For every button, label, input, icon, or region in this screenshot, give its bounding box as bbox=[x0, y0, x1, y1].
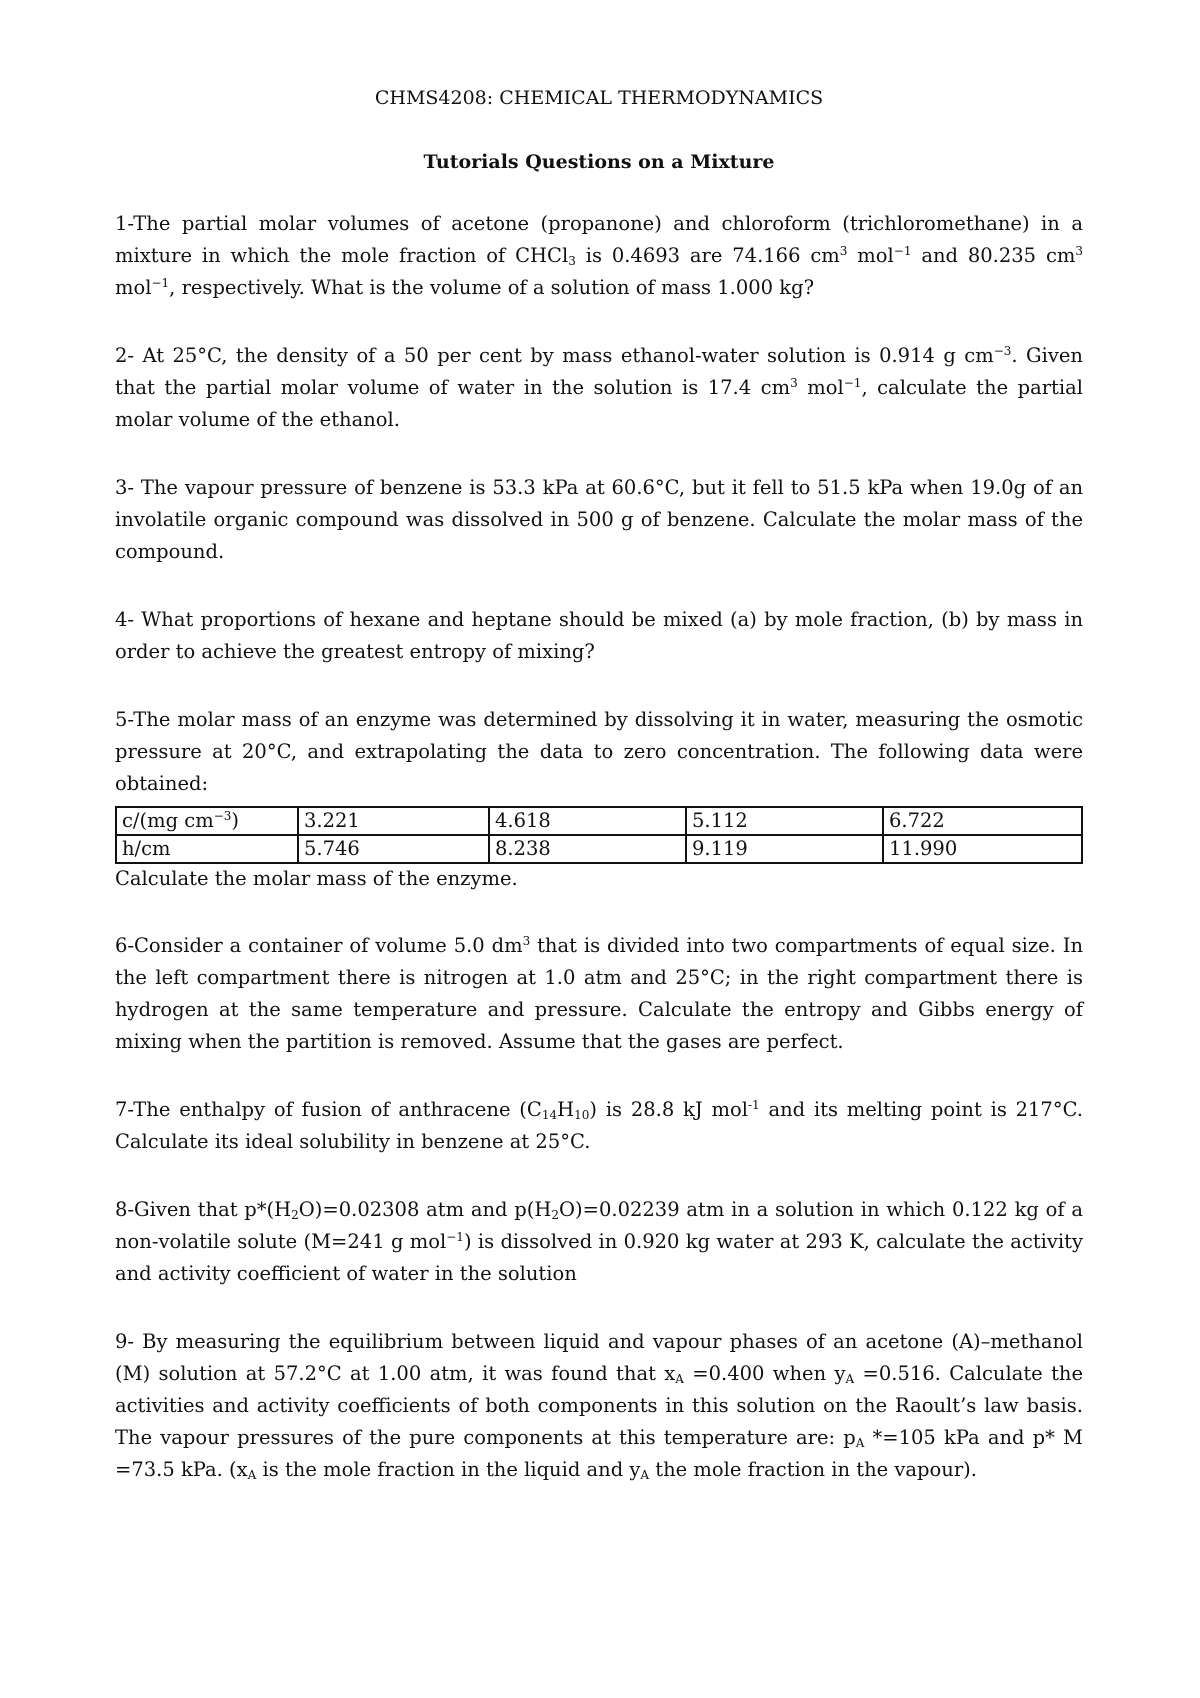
enzyme-data-table bbox=[115, 806, 1083, 864]
table-cell: 5.112 bbox=[686, 807, 883, 835]
table-cell: 5.746 bbox=[298, 835, 489, 863]
question-2: 2- At 25°C, the density of a 50 per cent by mass ethanol-water solution is 0.914 g $cm^{-3}$. Given that the partial molar volume of water in the solution is 17.4 $cm^3$ mol$^{-1}$, calculate the partial molar volume of the ethanol. bbox=[115, 344, 1083, 431]
question-1: 1-The partial molar volumes of acetone (propanone) and chloroform (trichloromethane) in a mixture in which the mole fraction of CHCl$_3$ is 0.4693 are 74.166 $cm^3$ mol$^{-1}$ and 80.235 $cm^3$ mol$^{-1}$, respectively. What is the volume of a solution of mass 1.000 kg? bbox=[115, 212, 1084, 299]
spacer bbox=[115, 1290, 1083, 1326]
course-title: CHMS4208: CHEMICAL THERMODYNAMICS bbox=[374, 87, 824, 109]
question-5: 5-The molar mass of an enzyme was determined by dissolving it in water, measuring the osmotic pressure at 20°C, and extrapolating the data to zero concentration. The following data were obtained: bbox=[115, 708, 1083, 795]
question-3: 3- The vapour pressure of benzene is 53.3 kPa at 60.6°C, but it fell to 51.5 kPa when 19.0g of an involatile organic compound was dissolved in 500 g of benzene. Calculate the molar mass of the compound. bbox=[115, 476, 1083, 563]
table-row bbox=[116, 807, 1082, 835]
table-cell: c/(mg $cm^{-3}$) bbox=[116, 807, 298, 835]
spacer bbox=[115, 1058, 1083, 1094]
spacer bbox=[115, 568, 1083, 604]
table-cell: 8.238 bbox=[489, 835, 686, 863]
page-subtitle: Tutorials Questions on a Mixture bbox=[423, 151, 775, 173]
table-cell: 6.722 bbox=[883, 807, 1082, 835]
spacer bbox=[115, 436, 1083, 472]
table-cell: 9.119 bbox=[686, 835, 883, 863]
table-cell: h/cm bbox=[116, 835, 298, 863]
document-page bbox=[115, 80, 1083, 1486]
question-4: 4- What proportions of hexane and heptane should be mixed (a) by mole fraction, (b) by mass in order to achieve the greatest entropy of mixing? bbox=[115, 608, 1083, 663]
spacer bbox=[115, 894, 1083, 930]
spacer bbox=[115, 668, 1083, 704]
spacer bbox=[115, 1158, 1083, 1194]
spacer bbox=[115, 304, 1083, 340]
table-cell: 3.221 bbox=[298, 807, 489, 835]
question-5-instruction: Calculate the molar mass of the enzyme. bbox=[115, 867, 518, 890]
question-7: 7-The enthalpy of fusion of anthracene $(C_{14}H_{10})$ is 28.8 kJ mol$^{-1}$ and its melting point is 217°C. Calculate its ideal solubility in benzene at 25°C. bbox=[115, 1098, 1083, 1153]
table-cell: 11.990 bbox=[883, 835, 1082, 863]
question-6: 6-Consider a container of volume 5.0 $dm^3$ that is divided into two compartments of equal size. In the left compartment there is nitrogen at 1.0 atm and 25°C; in the right compartment there is hydrogen at the same temperature and pressure. Calculate the entropy and Gibbs energy of mixing when the partition is removed. Assume that the gases are perfect. bbox=[115, 934, 1083, 1053]
spacer bbox=[115, 180, 1083, 208]
table-cell: 4.618 bbox=[489, 807, 686, 835]
question-9: 9- By measuring the equilibrium between liquid and vapour phases of an acetone (A)–methanol (M) solution at 57.2°C at 1.00 atm, it was found that $x_A =0.400$ when $y_A =0.516$. Calculate the activities and activity coefficients of both components in this solution on the Raoult’s law basis. The vapour pressures of the pure components at this temperature are: $p_A$ *=105 kPa and p* M =73.5 kPa. ($x_A$ is the mole fraction in the liquid and $y_A$ the mole fraction in the vapour). bbox=[115, 1330, 1083, 1482]
table-row bbox=[116, 835, 1082, 863]
question-8: 8-Given that $p*(H_2O)=0.02308$ atm and $p(H_2O)=0.02239$ atm in a solution in which 0.122 kg of a non-volatile solute (M=241 g mol$^{-1}$) is dissolved in 0.920 kg water at 293 K, calculate the activity and activity coefficient of water in the solution bbox=[115, 1198, 1083, 1285]
